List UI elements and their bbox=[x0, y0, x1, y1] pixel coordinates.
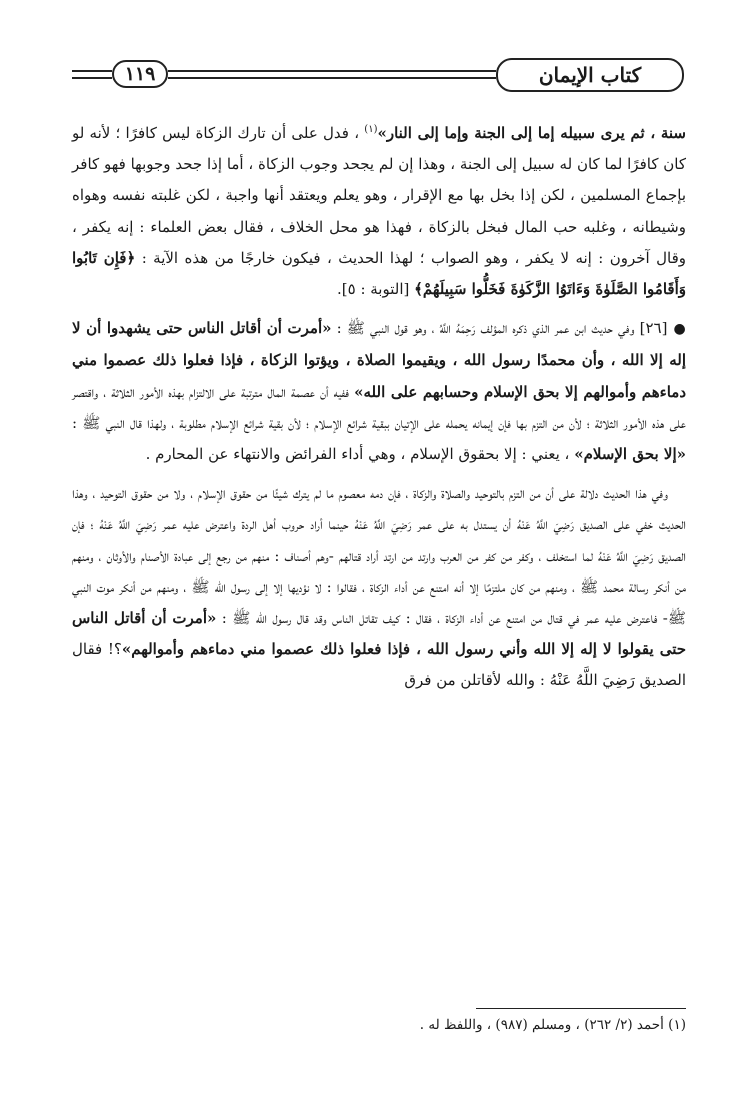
header-rule bbox=[168, 70, 496, 72]
footnote: (١) أحمد (٢/ ٢٦٢) ، ومسلم (٩٨٧) ، واللفظ له . bbox=[419, 1017, 686, 1033]
hadith-number: [٢٦] bbox=[639, 319, 668, 338]
page-header bbox=[72, 58, 684, 98]
quran-verse: ﴿فَإِن تَابُوا وَأَقَامُوا الصَّلَوٰةَ وَءَاتَوُا الزَّكَوٰةَ فَخَلُّوا سَبِيلَهُمْ﴾ bbox=[72, 248, 686, 299]
header-rule bbox=[72, 77, 112, 79]
paragraph bbox=[72, 114, 686, 305]
paragraph-text: ففيه أن عصمة المال مترتبة على الالتزام بهذه الأمور الثلاثة ، واقتصر على هذه الأمور الثلاثة ؛ لأن من التزم بها فإن إيمانه يحمله على الإتيان ببقية شرائع الإسلام ؛ لأن بقية شرائع الإسلام مطلوبة ، ولهذا قال النبي ﷺ : bbox=[72, 382, 686, 432]
hadith-quote: سنة ، ثم يرى سبيله إما إلى الجنة وإما إلى النار» bbox=[377, 124, 686, 142]
paragraph-text: ؟! فقال الصديق رَضِيَ اللَّهُ عَنْهُ : والله لأقاتلن من فرق bbox=[72, 640, 686, 690]
footnote-ref: (١) bbox=[364, 124, 378, 135]
paragraph-text: ، فدل على أن تارك الزكاة ليس كافرًا ؛ لأنه لو كان كافرًا لما كان له سبيل إلى الجنة ، وهذا إن لم يجحد وجوب الزكاة ، أما إذا جحد وجوبها فهو كافر بإجماع المسلمين ، لكن إذا بخل بها مع الإقرار ، وهو يعلم ويعتقد أنها واجبة ، لكن غلبته نفسه وهواه وشيطانه ، وغلبه حب المال فبخل بالزكاة ، فهذا هو محل الخلاف ، فقال بعض العلماء : إنه يكفر ، وقال آخرون : إنه لا يكفر ، وهو الصواب ؛ لهذا الحديث ، فيكون خارجًا من هذه الآية : bbox=[72, 124, 686, 267]
bullet-icon: ● bbox=[673, 321, 686, 338]
hadith-quote: «أمرت أن أقاتل الناس حتى يشهدوا أن لا إله إلا الله ، وأن محمدًا رسول الله ، ويقيموا الصلاة ، ويؤتوا الزكاة ، فإذا فعلوا ذلك عصموا مني دماءهم وأموالهم إلا بحق الإسلام وحسابهم على الله» bbox=[72, 319, 687, 401]
header-rule bbox=[168, 77, 496, 79]
hadith-quote: «إلا بحق الإسلام» bbox=[574, 445, 686, 464]
paragraph-text: وفي هذا الحديث دلالة على أن من التزم بالتوحيد والصلاة والزكاة ، فإن دمه معصوم ما لم يترك شيئًا من حقوق الإسلام ، ولا من حقوق التوحيد ، وهذا الحديث خفي على الصديق رَضِيَ اللَّهُ عَنْهُ أن يستدل به على عمر رَضِيَ اللَّهُ عَنْهُ حينما أراد حروب أهل الردة واعترض عليه عمر رَضِيَ اللَّهُ عَنْهُ ؛ فإن الصديق رَضِيَ اللَّهُ عَنْهُ لما استخلف ، وكفر من كفر من العرب وارتد من ارتد أراد قتالهم -وهم أصناف : منهم من رجع إلى عبادة الأصنام والأوثان ، ومنهم من أنكر رسالة محمد ﷺ ، ومنهم من كان ملتزمًا إلا أنه امتنع عن أداء الزكاة ، فقالوا : لا نؤديها إلا إلى رسول الله ﷺ ، ومنهم من أنكر موت النبي ﷺ- فاعترض عليه عمر في قتال من امتنع عن أداء الزكاة ، فقال : كيف تقاتل الناس وقد قال رسول الله ﷺ : bbox=[72, 484, 686, 628]
verse-reference: [التوبة : ٥]. bbox=[336, 280, 410, 299]
main-text bbox=[72, 114, 686, 697]
header-rule bbox=[72, 70, 112, 72]
running-title: كتاب الإيمان bbox=[496, 58, 684, 92]
footnote-separator bbox=[476, 1008, 686, 1009]
paragraph-text: وفي حديث ابن عمر الذي ذكره المؤلف رَحِمَهُ اللَّهُ ، وهو قول النبي ﷺ : bbox=[336, 319, 635, 338]
hadith-quote: «أمرت أن أقاتل الناس حتى يقولوا لا إله إلا الله وأني رسول الله ، فإذا فعلوا ذلك عصموا مني دماءهم وأموالهم» bbox=[72, 609, 687, 659]
page-number: ١١٩ bbox=[112, 60, 168, 88]
paragraph-text: ، يعني : إلا بحقوق الإسلام ، وهي أداء الفرائض والانتهاء عن المحارم . bbox=[145, 445, 570, 464]
paragraph bbox=[72, 313, 686, 470]
paragraph bbox=[72, 478, 686, 696]
